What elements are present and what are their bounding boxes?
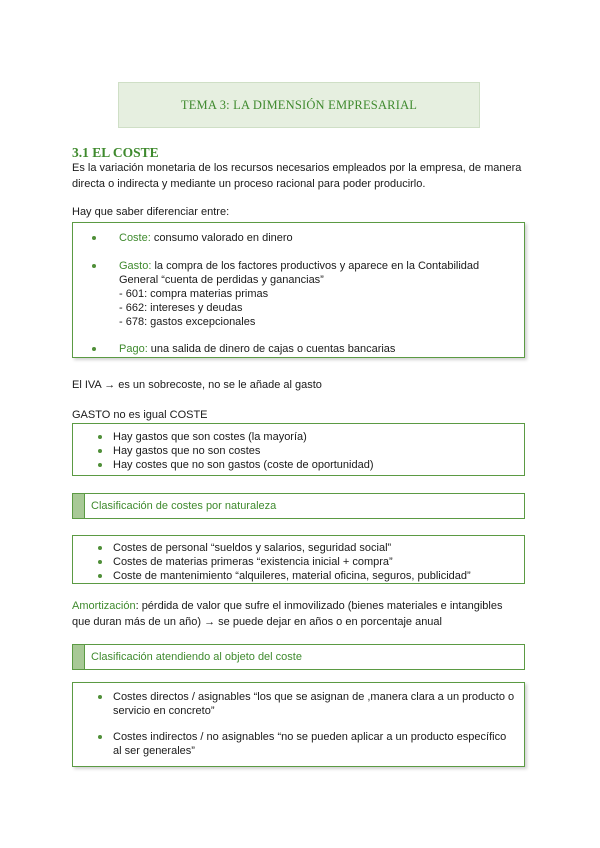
- bullet-icon: [92, 264, 96, 268]
- iva-note: El IVA → es un sobrecoste, no se le añade al gasto: [72, 379, 322, 391]
- list-item: [73, 569, 524, 583]
- bullet-icon: [98, 574, 102, 578]
- gasto-label: GASTO no es igual COSTE: [72, 409, 208, 421]
- gasto-item-3: Hay costes que no son gastos (coste de oportunidad): [113, 459, 374, 471]
- amortizacion-line-2: que duran más de un año) → se puede dejar en años o en porcentaje anual: [72, 616, 442, 628]
- naturaleza-item-2: Costes de materias primeras “existencia inicial + compra”: [113, 556, 393, 568]
- bullet-icon: [98, 695, 102, 699]
- list-item: [73, 444, 524, 458]
- amortizacion-term: Amortización: [72, 600, 136, 612]
- list-item: [73, 555, 524, 569]
- list-item: [73, 541, 524, 555]
- bullet-icon: [98, 560, 102, 564]
- heading-naturaleza-label: Clasificación de costes por naturaleza: [91, 500, 277, 512]
- amortizacion-line-1: : pérdida de valor que sufre el inmovilizado (bienes materiales e intangibles: [135, 600, 503, 612]
- list-item: [73, 458, 524, 472]
- gasto-line-1: la compra de los factores productivos y aparece en la Contabilidad: [151, 260, 480, 272]
- bullet-icon: [98, 546, 102, 550]
- amortizacion-paragraph: [72, 598, 542, 630]
- intro-line-1: Es la variación monetaria de los recursos necesarios empleados por la empresa, de manera: [72, 162, 522, 174]
- list-item-coste: [73, 231, 524, 245]
- intro-paragraph: [72, 160, 532, 192]
- heading-accent: [73, 645, 85, 669]
- gasto-sub-662: - 662: intereses y deudas: [119, 302, 243, 314]
- intro-line-2: directa o indirecta y mediante un proceso racional para poder producirlo.: [72, 178, 426, 190]
- objeto-item-1-line-1: Costes directos / asignables “los que se asignan de ,manera clara a un producto o: [113, 691, 515, 703]
- diff-label: Hay que saber diferenciar entre:: [72, 206, 230, 218]
- bullet-icon: [98, 735, 102, 739]
- objeto-item-1-line-2: servicio en concreto”: [113, 705, 215, 717]
- gasto-item-2: Hay gastos que no son costes: [113, 445, 261, 457]
- list-item: [73, 430, 524, 444]
- gasto-sub-678: - 678: gastos excepcionales: [119, 316, 256, 328]
- coste-text: consumo valorado en dinero: [150, 232, 293, 244]
- gasto-item-1: Hay gastos que son costes (la mayoría): [113, 431, 307, 443]
- term-coste: Coste:: [119, 232, 151, 244]
- list-item: [73, 690, 524, 718]
- heading-objeto-label: Clasificación atendiendo al objeto del coste: [91, 651, 302, 663]
- objeto-item-2-line-2: al ser generales”: [113, 745, 195, 757]
- gasto-box: [72, 423, 525, 476]
- diff-box: [72, 222, 525, 358]
- heading-accent: [73, 494, 85, 518]
- pago-text: una salida de dinero de cajas o cuentas bancarias: [147, 343, 396, 355]
- list-item-gasto: [73, 259, 524, 329]
- heading-naturaleza: [72, 493, 525, 519]
- objeto-box: [72, 682, 525, 767]
- term-gasto: Gasto:: [119, 260, 152, 272]
- naturaleza-item-1: Costes de personal “sueldos y salarios, seguridad social”: [113, 542, 392, 554]
- objeto-item-2-line-1: Costes indirectos / no asignables “no se pueden aplicar a un producto específico: [113, 731, 507, 743]
- term-pago: Pago:: [119, 343, 148, 355]
- bullet-icon: [98, 449, 102, 453]
- section-heading: 3.1 EL COSTE: [72, 145, 159, 160]
- bullet-icon: [98, 435, 102, 439]
- naturaleza-box: [72, 535, 525, 584]
- heading-objeto: [72, 644, 525, 670]
- naturaleza-item-3: Coste de mantenimiento “alquileres, material oficina, seguros, publicidad”: [113, 570, 471, 582]
- bullet-icon: [98, 463, 102, 467]
- bullet-icon: [92, 347, 96, 351]
- bullet-icon: [92, 236, 96, 240]
- gasto-sub-601: - 601: compra materias primas: [119, 288, 269, 300]
- gasto-line-2: General “cuenta de perdidas y ganancias”: [119, 274, 324, 286]
- list-item-pago: [73, 342, 524, 356]
- list-item: [73, 730, 524, 758]
- page-title: TEMA 3: LA DIMENSIÓN EMPRESARIAL: [180, 97, 418, 112]
- title-box: [118, 82, 480, 128]
